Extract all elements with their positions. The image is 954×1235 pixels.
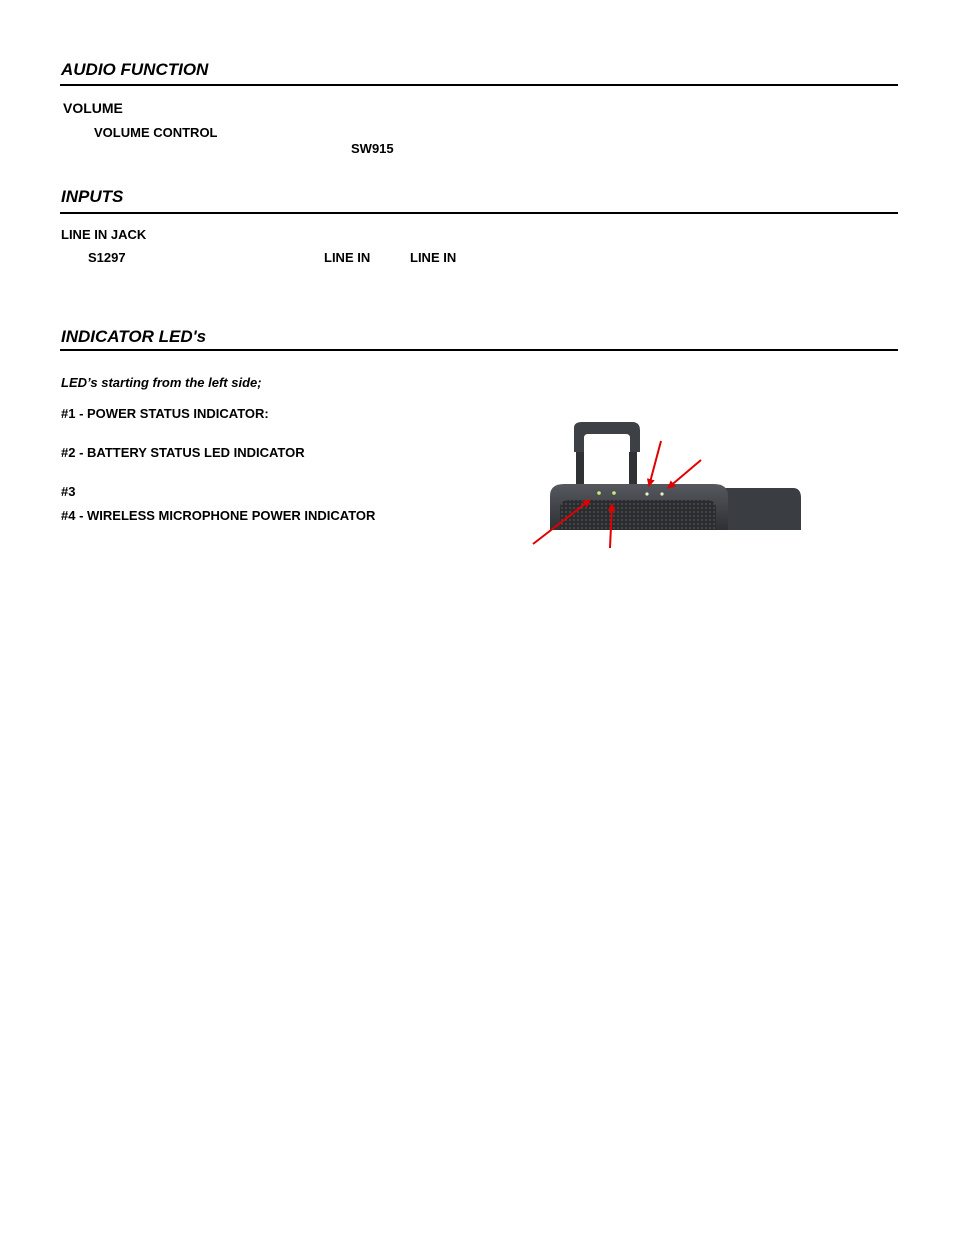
indicator-leds-heading: INDICATOR LED's xyxy=(61,327,207,346)
line-in-jack-label: LINE IN JACK xyxy=(61,227,147,242)
led-4-dot xyxy=(660,492,663,495)
led-2-dot xyxy=(612,491,616,495)
speaker-handle xyxy=(574,422,640,486)
led-3-dot xyxy=(645,492,648,495)
led-item-4: #4 - WIRELESS MICROPHONE POWER INDICATOR xyxy=(61,508,376,523)
section-rule xyxy=(60,349,898,351)
section-rule xyxy=(60,212,898,214)
volume-model-number: SW915 xyxy=(351,141,394,156)
arrow-led-4 xyxy=(668,460,701,488)
inputs-model-number: S1297 xyxy=(88,250,126,265)
inputs-heading: INPUTS xyxy=(61,187,124,206)
line-in-label-1: LINE IN xyxy=(324,250,371,265)
line-in-label-2: LINE IN xyxy=(410,250,457,265)
volume-control-label: VOLUME CONTROL xyxy=(94,125,218,140)
section-rule xyxy=(60,84,898,86)
led-item-1: #1 - POWER STATUS INDICATOR: xyxy=(61,406,269,421)
audio-function-heading: AUDIO FUNCTION xyxy=(61,60,209,79)
led-item-3: #3 xyxy=(61,484,76,499)
speaker-led-photo xyxy=(528,418,808,550)
led-item-2: #2 - BATTERY STATUS LED INDICATOR xyxy=(61,445,305,460)
arrow-led-3 xyxy=(649,441,661,486)
leds-intro-text: LED’s starting from the left side; xyxy=(61,375,262,390)
volume-label: VOLUME xyxy=(63,100,123,116)
led-1-dot xyxy=(597,491,601,495)
